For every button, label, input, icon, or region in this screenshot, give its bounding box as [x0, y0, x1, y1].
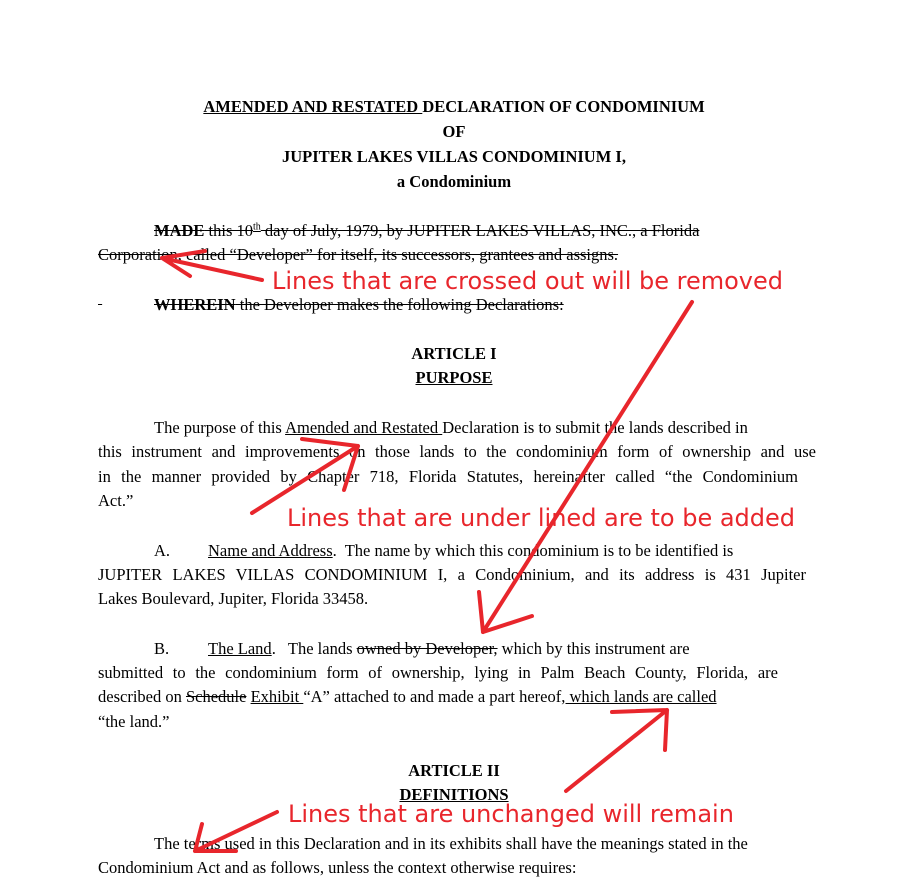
- article2-subheading: DEFINITIONS: [399, 785, 509, 804]
- title-added-text: AMENDED AND RESTATED: [203, 97, 423, 116]
- section-b-line3: described on Schedule Exhibit “A” attached to and made a part hereof, which lands are called: [98, 687, 717, 706]
- made-line1: MADE this 10th day of July, 1979, by JUPITER LAKES VILLAS, INC., a Florida: [154, 221, 700, 240]
- article2-heading: ARTICLE II: [408, 761, 500, 780]
- article1-subheading: PURPOSE: [415, 368, 493, 387]
- document-title-line3: JUPITER LAKES VILLAS CONDOMINIUM I,: [282, 147, 626, 166]
- section-a-line1: Name and Address. The name by which this condominium is to be identified is: [208, 541, 734, 560]
- section-a-line3: Lakes Boulevard, Jupiter, Florida 33458.: [98, 589, 369, 608]
- section-b-label: B.: [154, 639, 170, 658]
- annotation-remain: Lines that are unchanged will remain: [288, 800, 734, 828]
- document-title-line2: OF: [442, 122, 466, 141]
- definitions-line1: The terms used in this Declaration and in its exhibits shall have the meanings stated in the: [154, 834, 748, 853]
- section-a-label: A.: [154, 541, 171, 560]
- document-title-line1: AMENDED AND RESTATED DECLARATION OF CONDOMINIUM: [203, 97, 705, 116]
- made-line2: Corporation, called “Developer” for itself, its successors, grantees and assigns.: [98, 245, 619, 264]
- section-b-line4: “the land.”: [98, 712, 170, 731]
- definitions-line2: Condominium Act and as follows, unless the context otherwise requires:: [98, 858, 577, 877]
- annotation-removed: Lines that are crossed out will be removed: [272, 267, 784, 295]
- wherein-line: WHEREIN the Developer makes the following Declarations:: [154, 295, 564, 314]
- section-b-line2: submitted to the condominium form of ownership, lying in Palm Beach County, Florida, are: [98, 663, 778, 682]
- purpose-line3: in the manner provided by Chapter 718, Florida Statutes, hereinafter called “the Condominium: [98, 467, 798, 486]
- section-b-line1: The Land. The lands owned by Developer, which by this instrument are: [208, 639, 690, 658]
- annotation-added: Lines that are under lined are to be added: [287, 504, 796, 532]
- arrow-to-underlined: [252, 439, 358, 513]
- purpose-line1: The purpose of this Amended and Restated Declaration is to submit the lands described in: [154, 418, 748, 437]
- purpose-line4: Act.”: [98, 491, 134, 510]
- arrow-to-unchanged-upper: [566, 710, 667, 791]
- arrow-to-crossed-out: [162, 251, 262, 280]
- document-title-line4: a Condominium: [396, 172, 512, 191]
- arrow-to-unchanged-lower: [195, 812, 277, 851]
- section-a-line2: JUPITER LAKES VILLAS CONDOMINIUM I, a Condominium, and its address is 431 Jupiter: [98, 565, 806, 584]
- article1-heading: ARTICLE I: [411, 344, 497, 363]
- arrow-to-struck-phrase: [479, 302, 692, 632]
- purpose-line2: this instrument and improvements on those lands to the condominium form of ownership and use: [98, 442, 816, 461]
